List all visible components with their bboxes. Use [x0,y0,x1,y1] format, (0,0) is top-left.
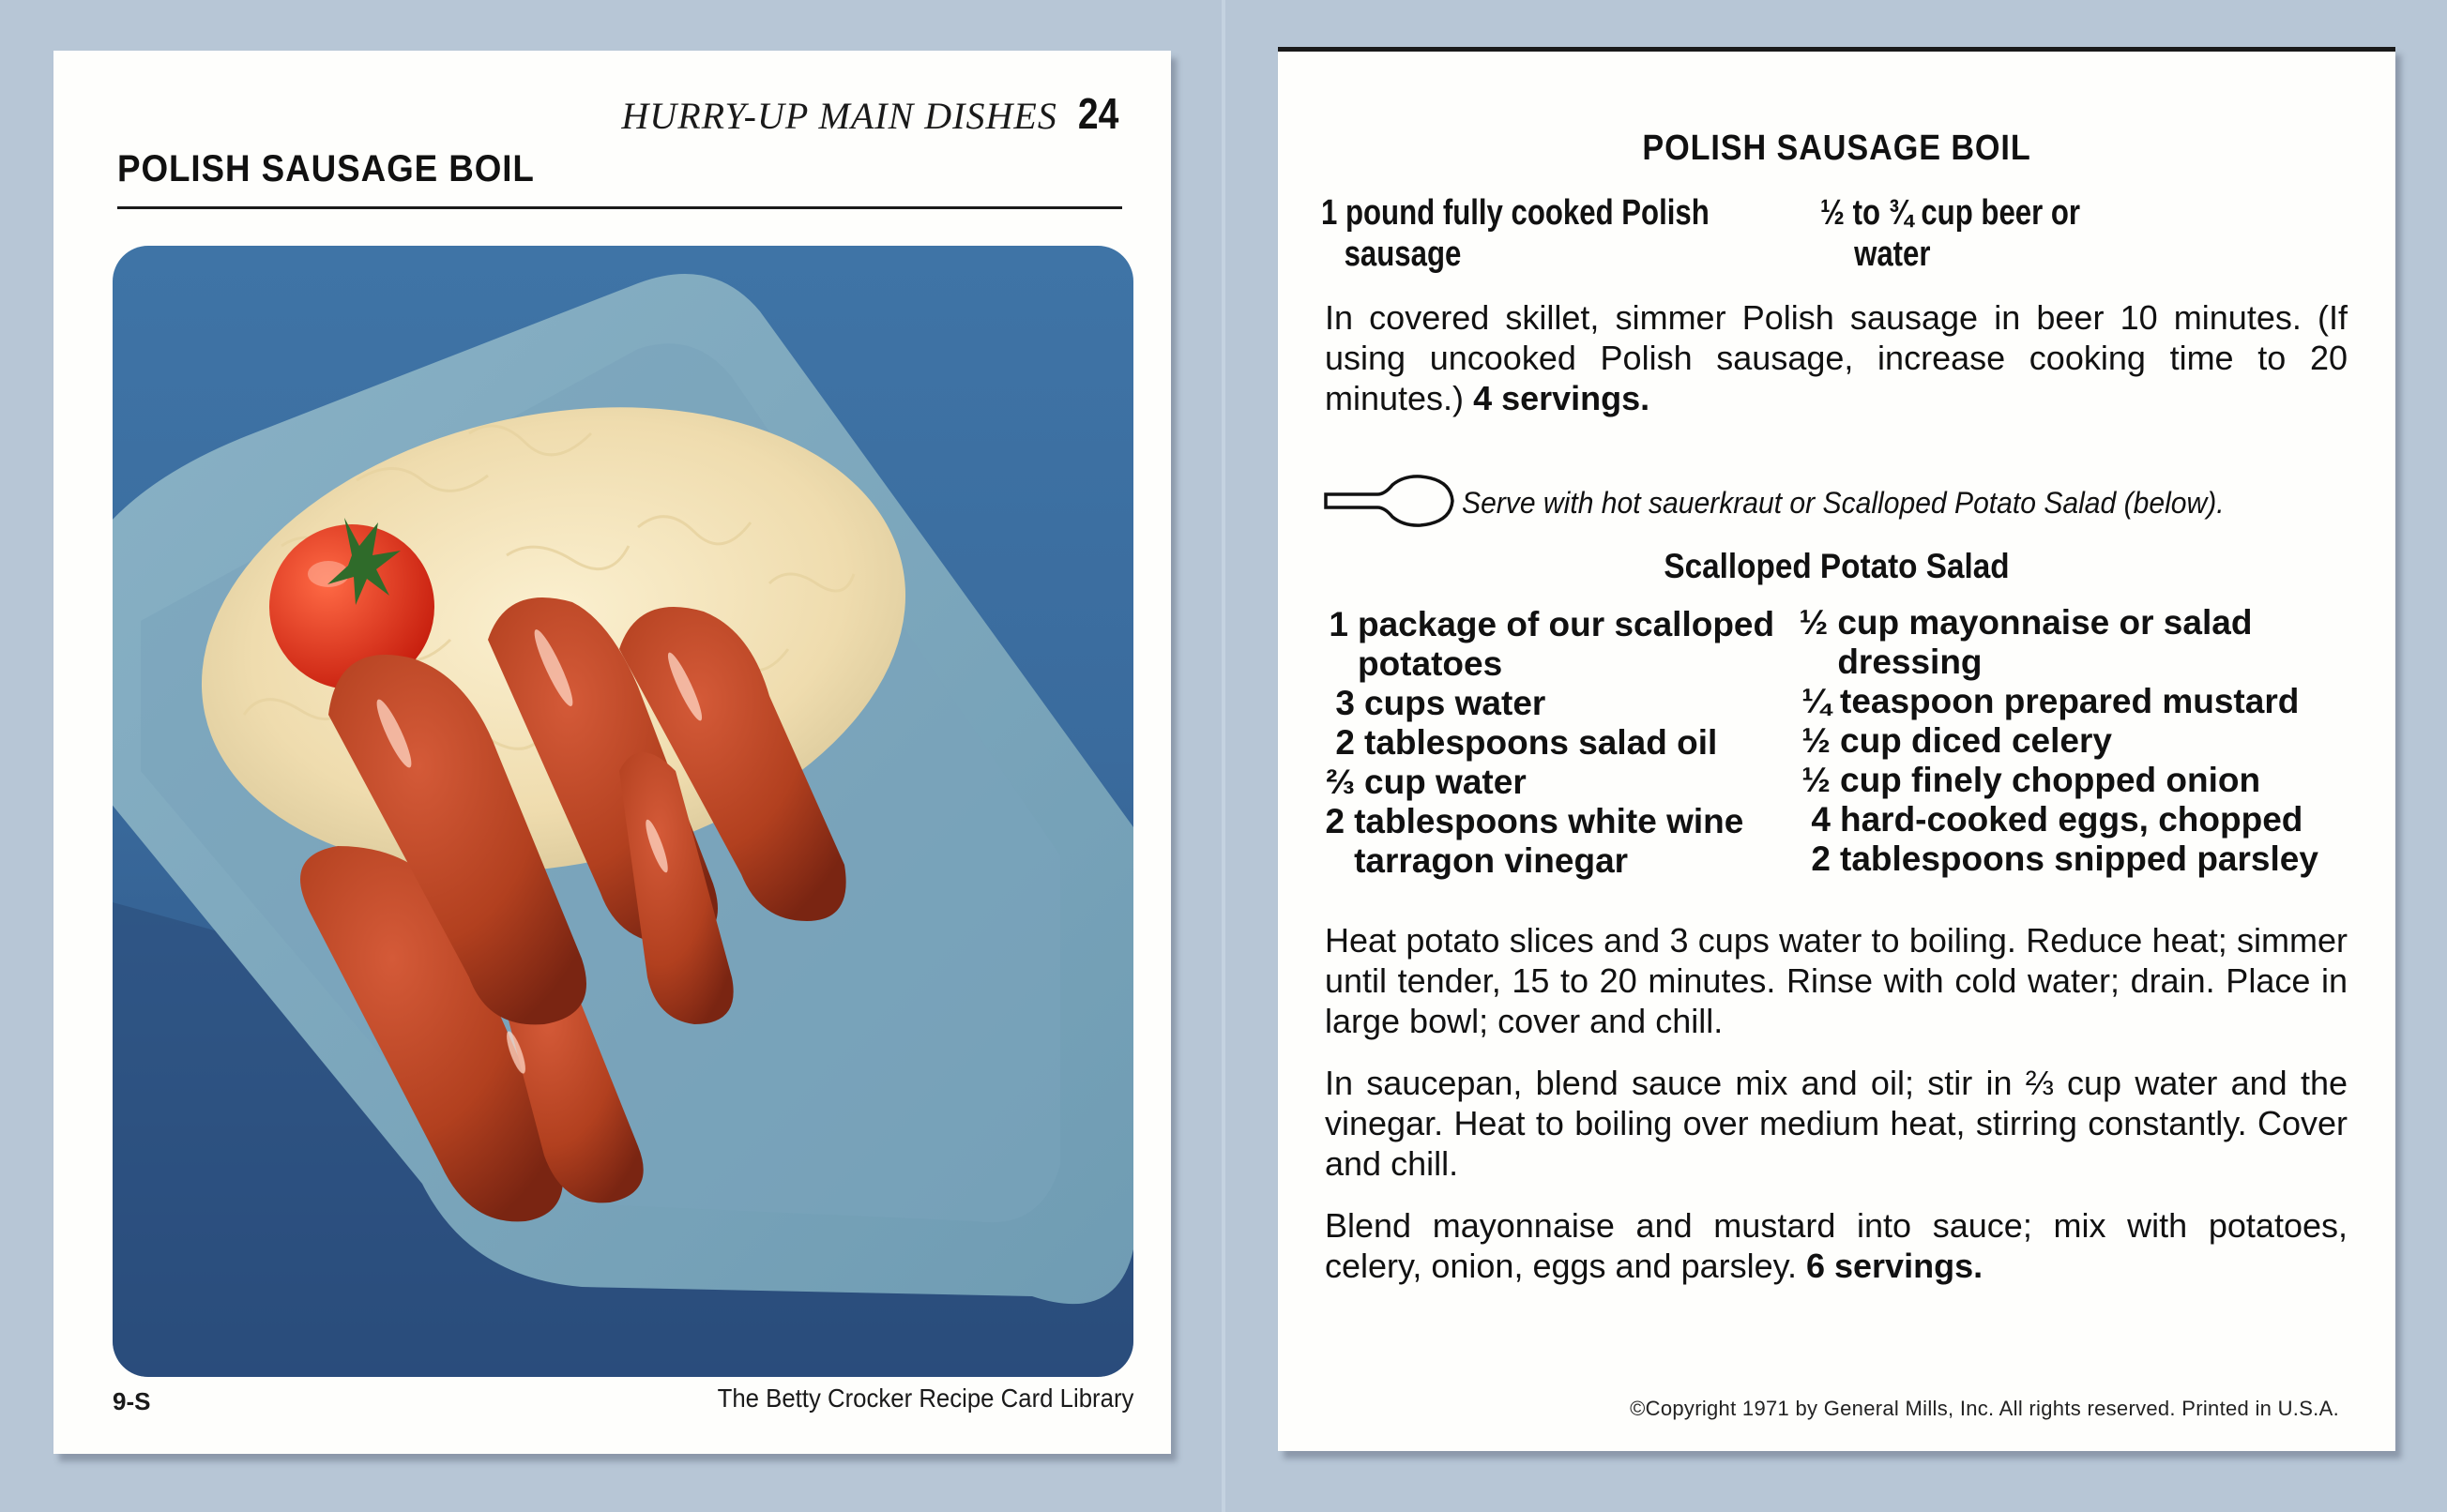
ingredient-text: tablespoons salad oil [1364,723,1718,762]
section-header [621,88,1122,139]
ingredient-text: package of our scalloped potatoes [1357,605,1775,683]
salad-step-1 [1325,920,2348,1041]
serving-note: Serve with hot sauerkraut or Scalloped Potato Salad (below). [1462,486,2225,520]
recipe-title: POLISH SAUSAGE BOIL [117,148,535,189]
recipe-card-front [53,51,1171,1454]
scan-divider [1222,0,1225,1512]
card-number: 24 [1077,89,1119,138]
ingredient-qty: ⅔ [1326,763,1355,801]
library-credit: The Betty Crocker Recipe Card Library [717,1383,1133,1413]
ingredient-item [1799,682,2362,721]
card-code: 9-S [113,1387,151,1415]
section-name: HURRY-UP MAIN DISHES [621,95,1057,137]
salad-ingredients-right [1799,603,2362,879]
ingredient-item [1799,603,2362,682]
step-text: Heat potato slices and 3 cups water to boiling. Reduce heat; simmer until tender, 15 to 20 minutes. Rinse with cold water; drain. Place in large bowl; cover and chill. [1325,921,2348,1040]
ingredient-line-continued: sausage [1344,234,1462,274]
ingredient-item [1799,800,2362,839]
ingredient-text: cups water [1364,684,1546,722]
ingredient-text: cup water [1364,763,1527,801]
ingredient-line: 1 pound fully cooked Polish [1321,193,1710,233]
ingredient-text: tablespoons snipped parsley [1840,839,2318,878]
ingredient-text: tablespoons white wine tarragon vinegar [1354,802,1744,880]
servings: 4 servings. [1473,379,1650,417]
ingredient-line-continued: water [1854,234,1931,274]
salad-ingredients-left [1323,605,1811,881]
salad-step-2 [1325,1063,2348,1184]
ingredient-qty: 2 [1325,802,1345,840]
ingredient-line: ½ to ¾ cup beer or [1820,193,2081,233]
ingredient-qty: 3 [1335,684,1355,722]
ingredient-sausage [1321,192,1710,275]
ingredient-qty: ½ [1801,721,1831,760]
spoon-icon [1323,474,1456,533]
ingredient-qty: ½ [1801,761,1831,799]
recipe-photo [113,246,1133,1377]
ingredient-text: hard-cooked eggs, chopped [1840,800,2303,839]
ingredient-item [1323,684,1811,723]
ingredient-qty: ½ [1799,603,1829,642]
ingredient-item [1799,761,2362,800]
ingredient-item [1323,763,1811,802]
ingredient-qty: 2 [1811,839,1831,878]
title-rule [117,206,1122,209]
ingredient-beer [1820,192,2080,275]
ingredient-qty: ¼ [1801,682,1831,720]
servings: 6 servings. [1805,1247,1983,1285]
copyright-notice: ©Copyright 1971 by General Mills, Inc. All rights reserved. Printed in U.S.A. [1630,1397,2339,1420]
ingredient-qty: 2 [1335,723,1355,762]
food-photo-illustration [113,246,1133,1377]
ingredient-item [1323,723,1811,763]
step-text: Blend mayonnaise and mustard into sauce; mix with potatoes, celery, onion, eggs and parsley. [1325,1206,2348,1285]
ingredient-item [1799,839,2362,879]
ingredient-text: cup diced celery [1840,721,2112,760]
ingredient-qty: 4 [1811,800,1831,839]
ingredient-item [1799,721,2362,761]
method-text: In covered skillet, simmer Polish sausage in beer 10 minutes. (If using uncooked Polish sausage, increase cooking time to 20 minutes.) [1325,298,2348,417]
method-paragraph [1325,297,2348,418]
ingredient-text: cup finely chopped onion [1840,761,2261,799]
step-text: In saucepan, blend sauce mix and oil; stir in ⅔ cup water and the vinegar. Heat to boiling over medium heat, stirring constantly. Cover and chill. [1325,1064,2348,1183]
salad-step-3 [1325,1205,2348,1286]
serving-suggestion [1323,474,2272,533]
recipe-title: POLISH SAUSAGE BOIL [1642,129,2031,168]
ingredient-qty: 1 [1329,605,1348,643]
recipe-card-back [1278,47,2395,1451]
ingredient-item [1323,802,1811,881]
ingredient-text: teaspoon prepared mustard [1840,682,2300,720]
ingredient-item [1323,605,1811,684]
ingredient-text: cup mayonnaise or salad dressing [1837,603,2253,681]
salad-title: Scalloped Potato Salad [1664,547,2010,585]
